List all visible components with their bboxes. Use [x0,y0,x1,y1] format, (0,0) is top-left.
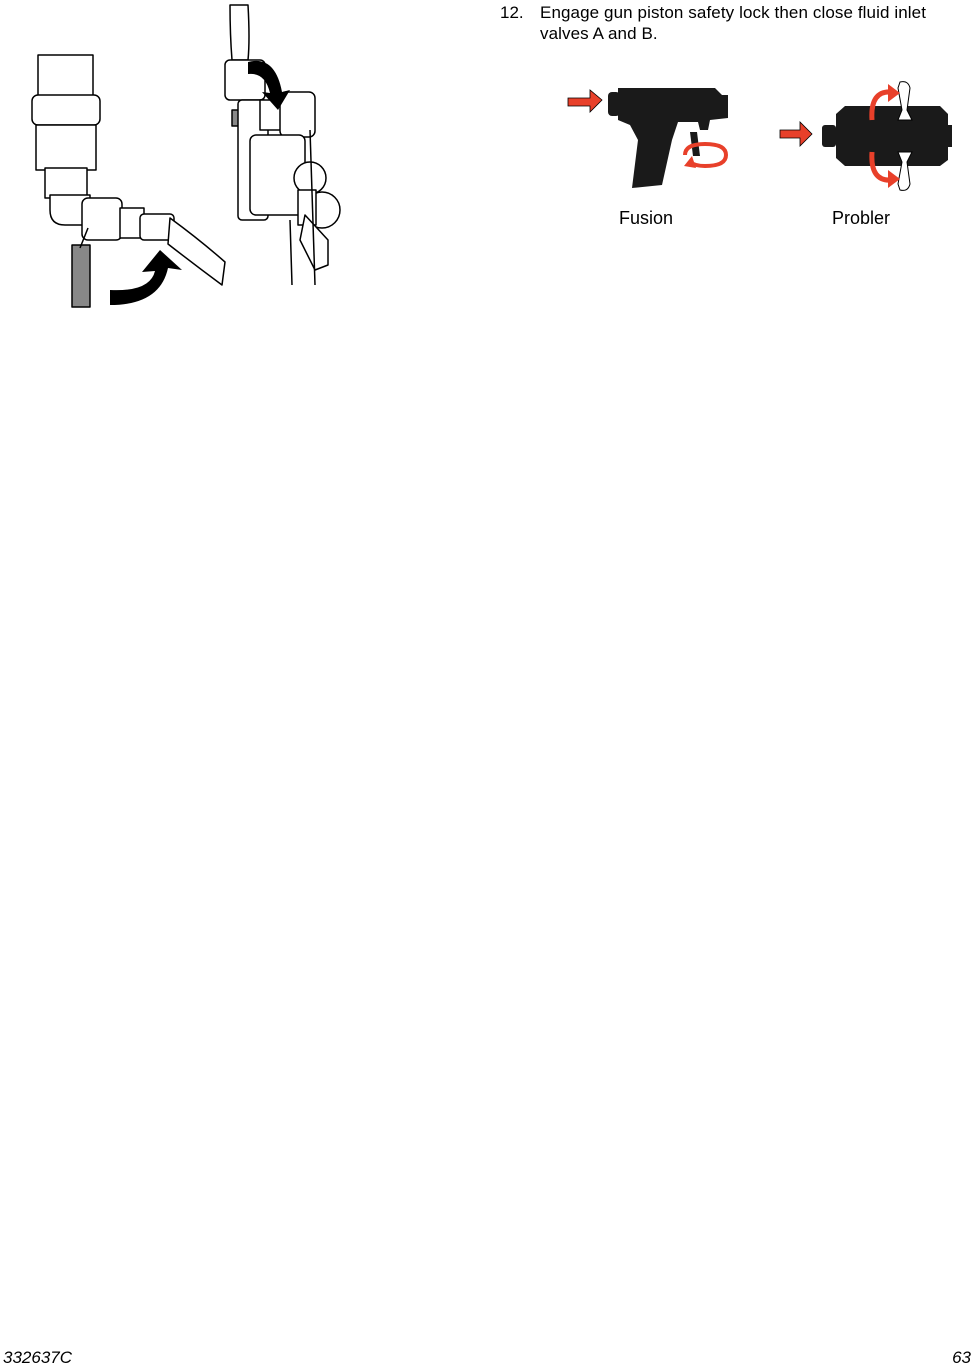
page-number: 63 [952,1348,971,1367]
fusion-gun-icon [568,88,728,188]
document-number: 332637C [3,1348,73,1367]
step-instruction [500,0,960,44]
step-number: 12. [500,3,524,22]
probler-label: Probler [832,208,891,228]
step-text: Engage gun piston safety lock then close fluid inlet valves A and B. [540,3,927,43]
probler-gun-icon [780,82,952,191]
fusion-label: Fusion [619,208,674,228]
fluid-inlet-valves-illustration [10,0,355,320]
